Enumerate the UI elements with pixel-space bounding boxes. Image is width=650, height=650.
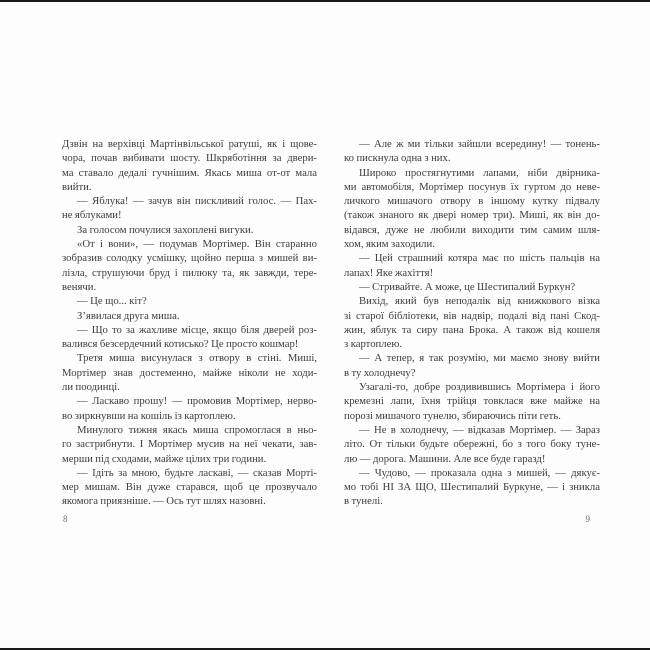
text-line: лізла, струшуючи бруд і пилюку та, як завжди, тере- [62,266,317,279]
text-line: ко пискнула одна з них. [344,152,451,165]
right-page-text [344,137,600,509]
text-line: (також знаного як двері номер три). Миші, як він до- [344,209,600,222]
paragraph [344,423,600,466]
text-line: Минулого тижня якась миша спромоглася в ньо- [77,423,317,436]
text-line: Вихід, який був неподалік від книжкового візка [359,295,600,308]
text-line: — Це що... кіт? [77,295,147,308]
paragraph [62,323,317,352]
paragraph [62,351,317,394]
text-line: — Яблука! — зачув він пискливий голос. — Пах- [77,195,317,208]
paragraph [344,351,600,380]
text-line: Мортімер знав достеменно, майже ніколи не ходи- [62,366,317,379]
text-line: не яблуками! [62,209,122,222]
text-line: Третя миша висунулася з отвору в стіні. Миші, [77,352,317,365]
right-page-number: 9 [585,514,590,524]
paragraph [344,251,600,280]
text-line: За голосом почулися захоплені вигуки. [77,223,254,236]
text-line: — Але ж ми тільки зайшли всередину! — тонень- [359,138,600,150]
paragraph [344,280,600,294]
text-line: з картоплею. [344,338,402,351]
text-line: літо. От тільки будьте обережні, бо з того боку туне- [344,438,600,451]
text-line: вийти. [62,180,92,193]
text-line: мер мишам. Він дуже старався, щоб це прозвучало [62,481,317,494]
text-line: «От і вони», — подумав Мортімер. Він старанно [77,238,317,251]
text-line: лапах! Яке жахіття! [344,266,434,279]
text-line: — А тепер, я так розумію, ми маємо знову вийти [359,352,600,365]
paragraph [344,166,600,252]
paragraph [62,423,317,466]
text-line: — Ідіть за мною, будьте ласкаві, — сказав Морті- [77,466,317,479]
text-line: порозі мишачого тунелю, збираючись піти геть. [344,409,561,422]
text-line: ма ставало дедалі гучнішим. Якась миша от-от мала [62,166,317,179]
paragraph [62,394,317,423]
text-line: чора, почав вибивати шосту. Шкряботіння за двери- [62,152,317,165]
paragraph [62,223,317,237]
text-line: — Що то за жахливе місце, якщо біля дверей роз- [77,323,317,336]
text-line: в тунелі. [344,495,383,508]
text-line: якомога приязніше. — Ось тут шлях назовні. [62,495,266,508]
text-line: — Не в холоднечу, — відказав Мортімер. — Зараз [359,423,600,436]
text-line: го застрибнути. І Мортімер мусив на неї чекати, зав- [62,438,317,451]
text-line: хом, яким заходили. [344,238,435,251]
text-line: відався, дуже не любили виходити тим самим шля- [344,223,600,236]
paragraph [62,237,317,294]
text-line: Дзвін на верхівці Мартінвільської ратуші, як і щове- [62,138,317,150]
text-line: — Ласкаво прошу! — промовив Мортімер, нерво- [77,395,317,408]
text-line: мерши під сходами, майже цілих три години. [62,452,267,465]
text-line: в ту холоднечу? [344,366,416,379]
top-edge-line [0,0,650,2]
text-line: венячи. [62,280,97,293]
left-page-number: 8 [63,514,68,524]
paragraph [344,380,600,423]
paragraph [344,137,600,166]
paragraph [62,466,317,509]
paragraph [344,466,600,509]
text-line: ми автомобіля, Мортімер посунув їх гуртом до неве- [344,180,600,193]
paragraph [62,294,317,308]
text-line: ли поодинці. [62,381,120,394]
text-line: во зиркнувши на кошіль із картоплею. [62,409,236,422]
text-line: мо тобі НІ ЗА ЩО, Шестипалий Буркуне, — і зникла [344,481,600,494]
text-line: жин, яблук та сиру пана Брока. А також від кошеля [344,323,600,336]
text-line: лю — дорога. Машини. Але все буде гаразд! [344,452,546,465]
text-line: З’явилася друга миша. [77,309,180,322]
text-line: — Цей страшний котяра має по шість пальців на [359,252,600,265]
paragraph [62,194,317,223]
text-line: — Стривайте. А може, це Шестипалий Буркун? [359,280,576,293]
text-line: личкого мишачого отвору в іншому кутку підвалу [344,195,600,208]
left-page-text [62,137,317,509]
text-line: — Чудово, — проказала одна з мишей, — дякує- [359,466,600,479]
text-line: Узагалі-то, добре роздивившись Мортімера і його [359,381,600,394]
paragraph [62,137,317,194]
text-line: валився безсердечний котисько? Це просто кошмар! [62,338,299,351]
paragraph [344,294,600,351]
paragraph [62,309,317,323]
text-line: кремезні лапи, їхня трійця товклася вже майже на [344,395,600,408]
text-line: Широко простягнутими лапами, ніби двірника- [359,166,600,179]
text-line: зобразив солодку усмішку, щойно перша з мишей ви- [62,252,317,265]
text-line: зі старої бібліотеки, вів надвір, подалі від пані Скод- [344,309,600,322]
